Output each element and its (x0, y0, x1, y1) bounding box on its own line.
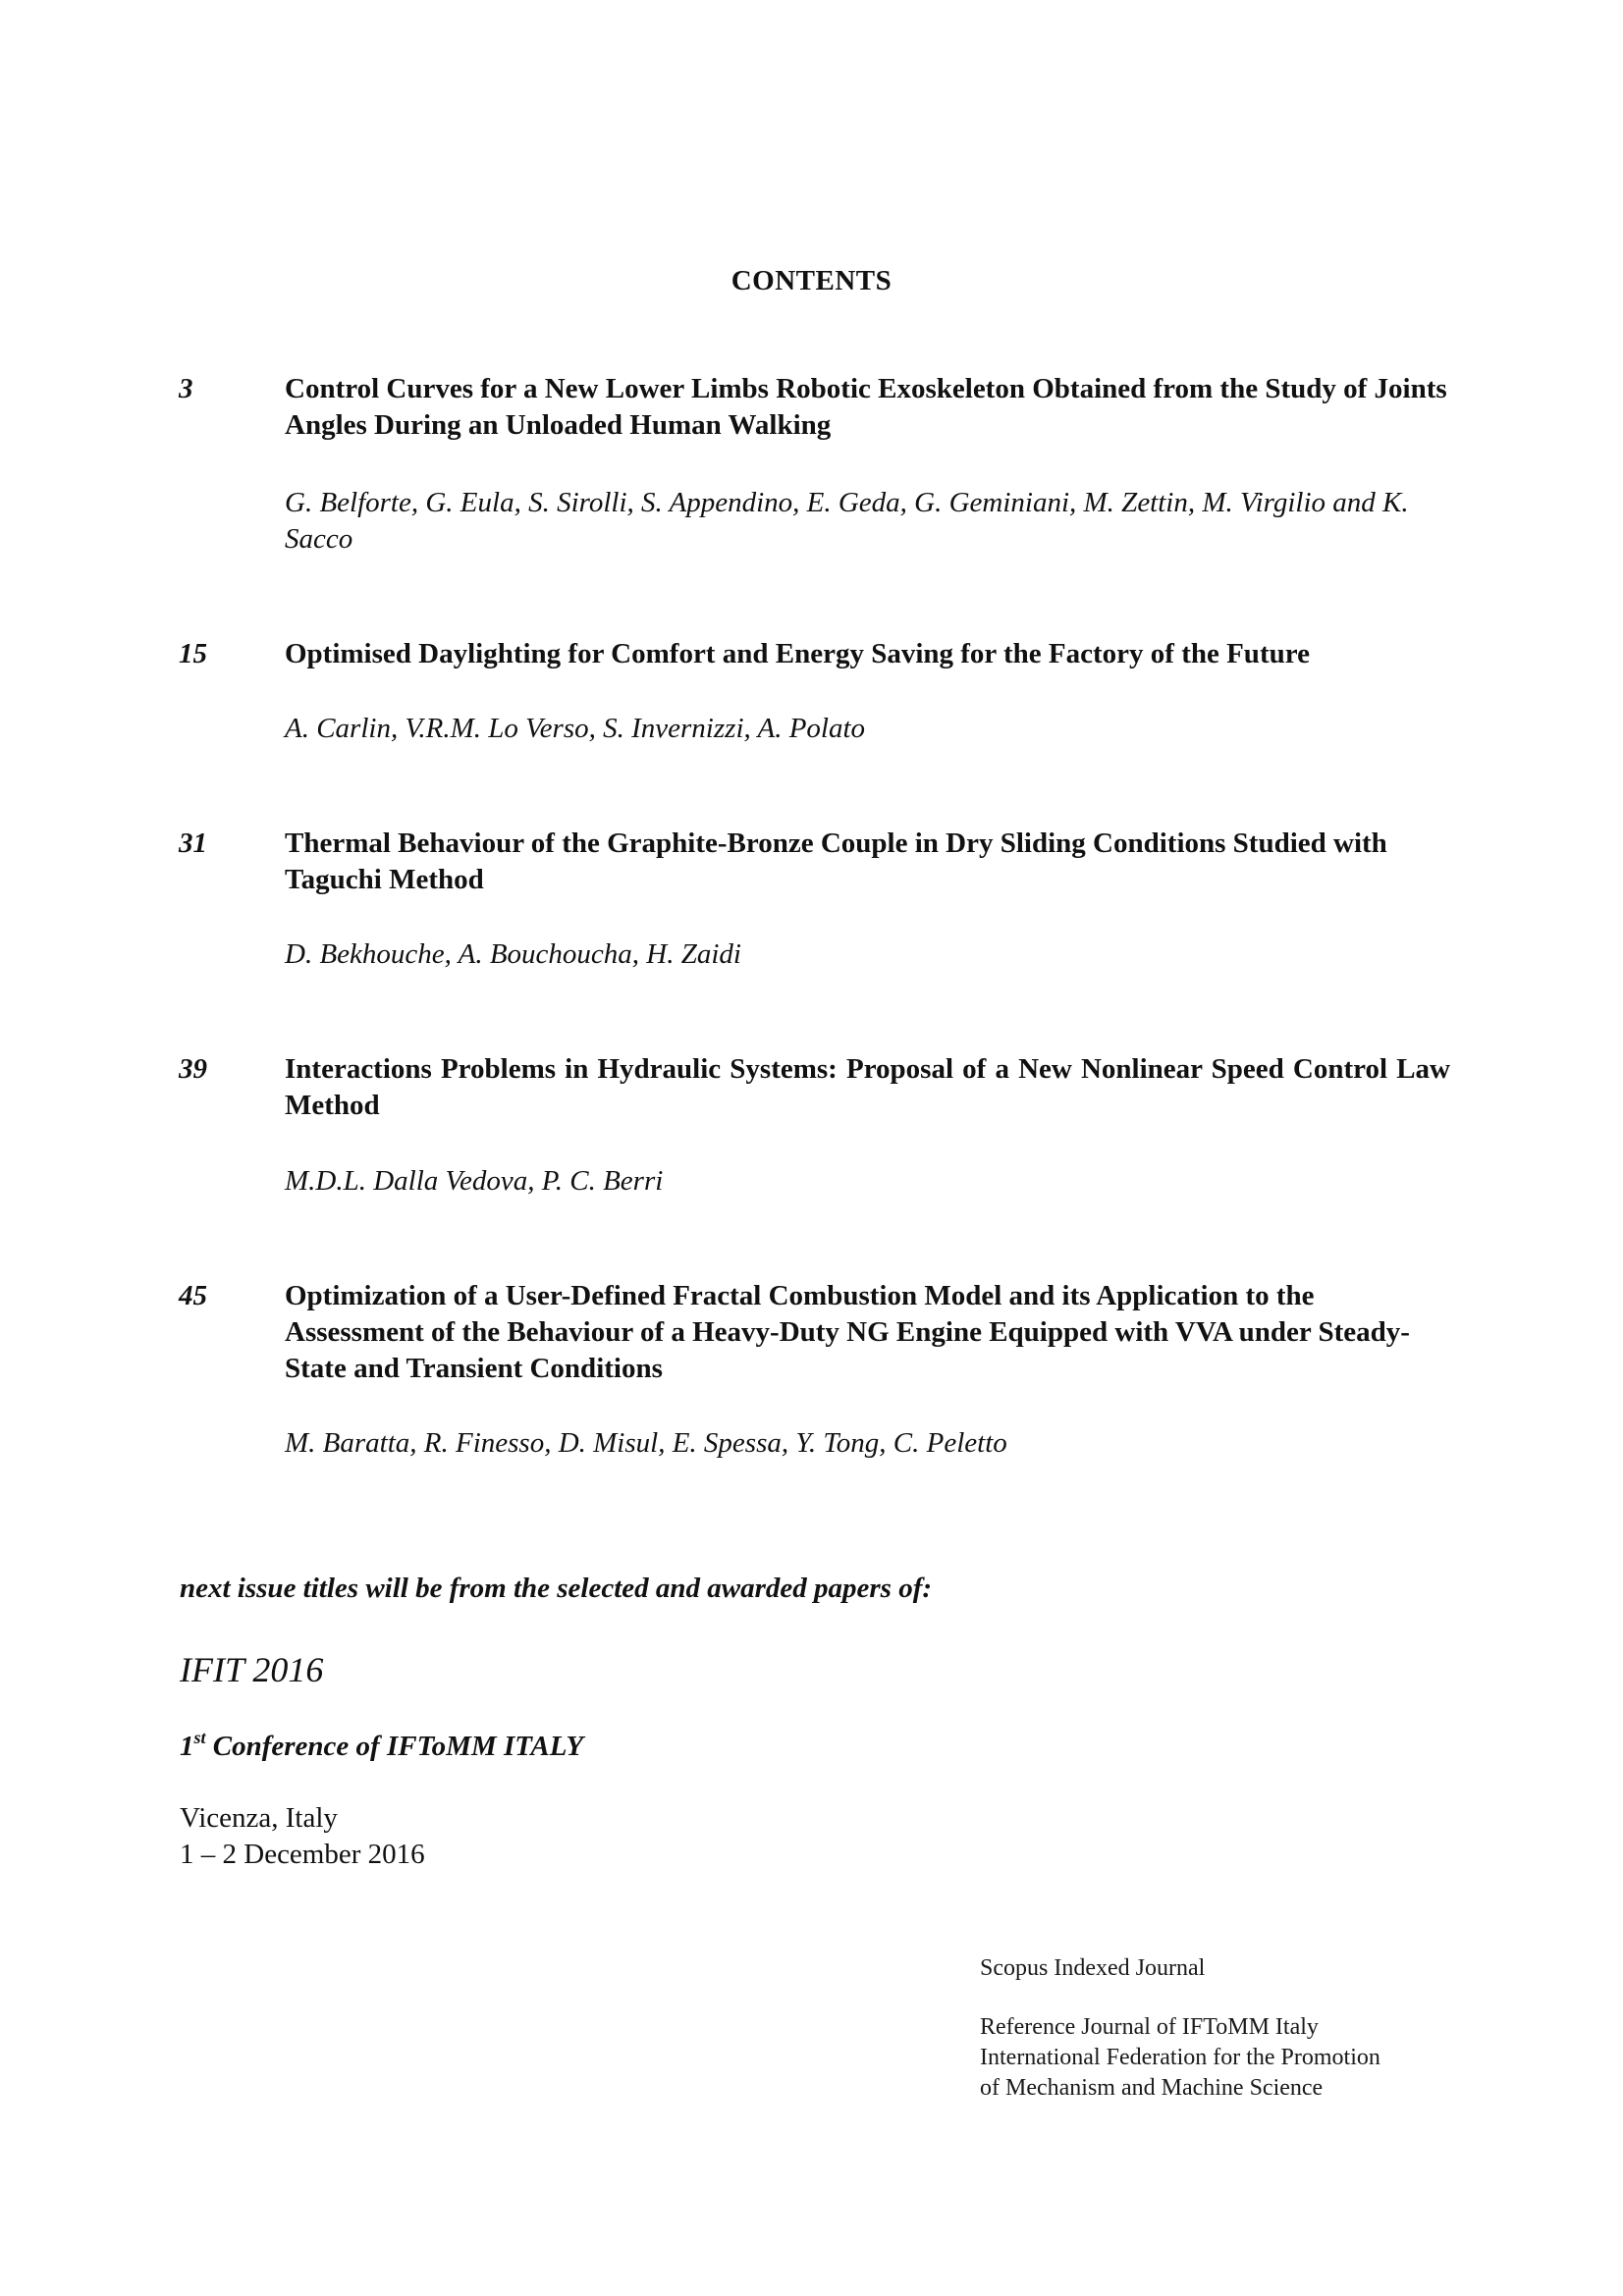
reference-line: International Federation for the Promotion (980, 2045, 1380, 2070)
conference-ordinal: 1 (180, 1731, 194, 1762)
toc-entry-authors: M.D.L. Dalla Vedova, P. C. Berri (285, 1165, 664, 1197)
toc-entry-page-number: 31 (179, 828, 207, 859)
conference-location: Vicenza, Italy (180, 1802, 338, 1834)
toc-entry-title: Optimization of a User-Defined Fractal Combustion Model and its Application to the Assessment of the Behaviour of a Heavy-Duty NG Engine Equipped with VVA under Steady-State and Transient Conditions (285, 1280, 1410, 1384)
toc-entry-title: Thermal Behaviour of the Graphite-Bronze Couple in Dry Sliding Conditions Studied with Taguchi Method (285, 828, 1387, 895)
conference-subtitle (180, 1728, 583, 1763)
indexed-note: Scopus Indexed Journal (980, 1955, 1206, 1981)
toc-entry-page-number: 39 (179, 1053, 207, 1085)
reference-line: Reference Journal of IFToMM Italy (980, 2014, 1319, 2040)
conference-name: IFIT 2016 (180, 1650, 324, 1689)
reference-line: of Mechanism and Machine Science (980, 2075, 1324, 2101)
toc-entry-page-number: 15 (179, 638, 207, 669)
conference-dates: 1 – 2 December 2016 (180, 1839, 425, 1870)
next-issue-note: next issue titles will be from the selected and awarded papers of: (180, 1573, 933, 1604)
toc-entry-title: Optimised Daylighting for Comfort and Energy Saving for the Factory of the Future (285, 638, 1310, 669)
conference-title: Conference of IFToMM ITALY (205, 1731, 584, 1762)
conference-ordinal-suffix: st (193, 1728, 206, 1747)
toc-entry-authors: A. Carlin, V.R.M. Lo Verso, S. Invernizzi, A. Polato (285, 713, 866, 744)
toc-entry-title: Control Curves for a New Lower Limbs Robotic Exoskeleton Obtained from the Study of Joints Angles During an Unloaded Human Walking (285, 373, 1447, 441)
toc-entry-page-number: 45 (179, 1280, 207, 1311)
toc-entry-authors: M. Baratta, R. Finesso, D. Misul, E. Spessa, Y. Tong, C. Peletto (285, 1427, 1007, 1459)
conference-venue (180, 1800, 425, 1873)
toc-entry-title: Interactions Problems in Hydraulic Systems: Proposal of a New Nonlinear Speed Control Law Method (285, 1053, 1450, 1121)
page-title: CONTENTS (730, 265, 893, 296)
toc-entry-authors: D. Bekhouche, A. Bouchoucha, H. Zaidi (285, 938, 741, 970)
toc-entry-authors: G. Belforte, G. Eula, S. Sirolli, S. Appendino, E. Geda, G. Geminiani, M. Zettin, M. Virgilio and K. Sacco (285, 487, 1409, 555)
reference-note (980, 2012, 1380, 2104)
toc-entry-page-number: 3 (179, 373, 193, 404)
